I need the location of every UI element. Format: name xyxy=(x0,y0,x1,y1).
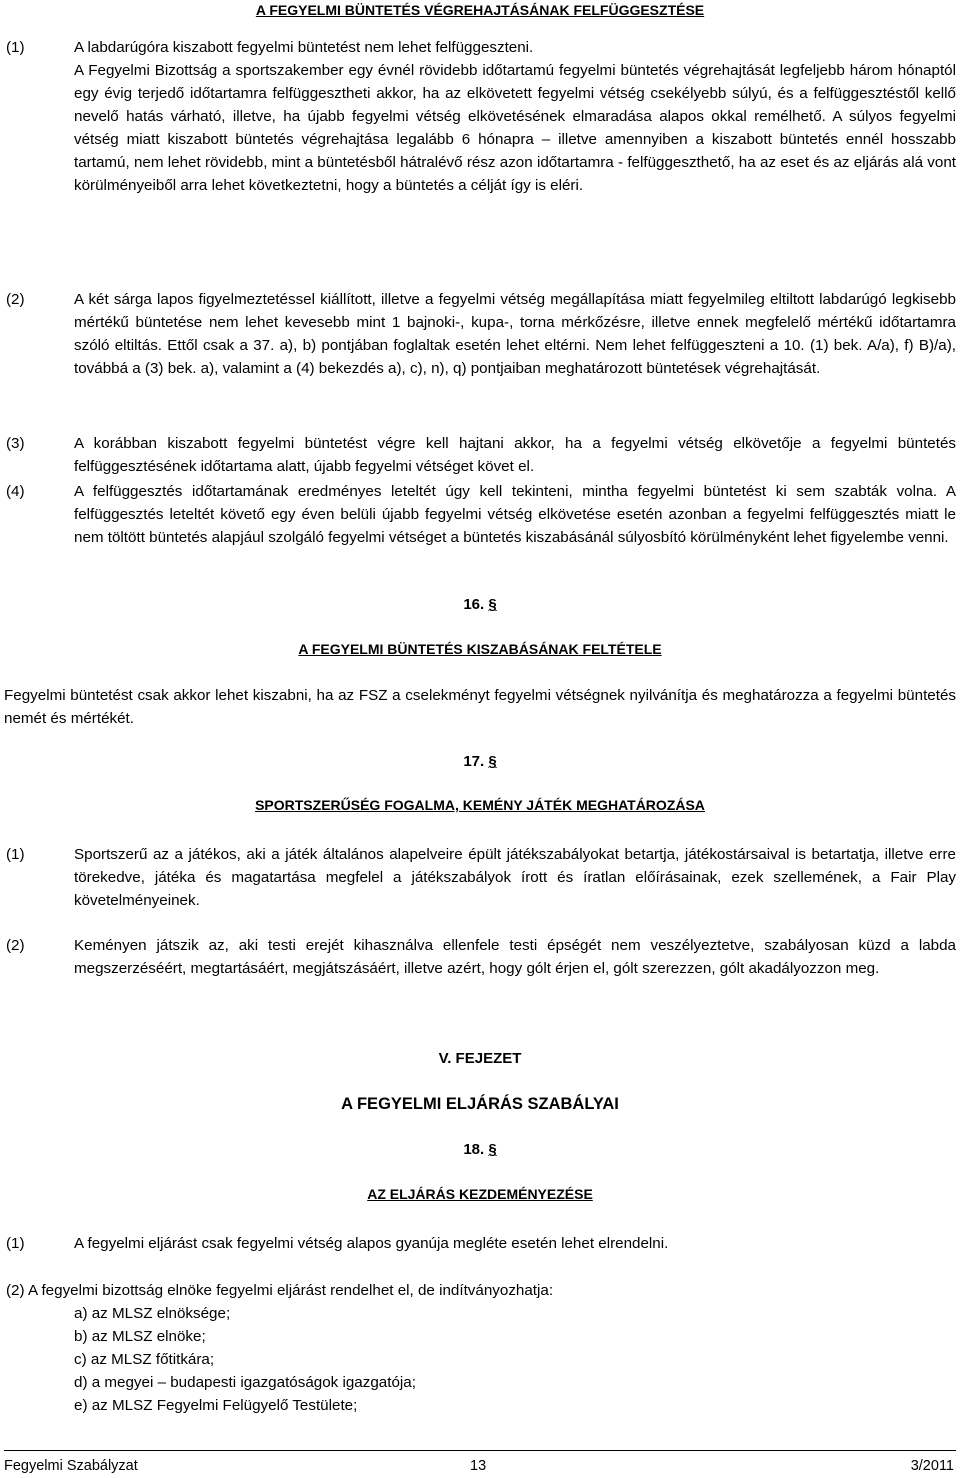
paragraph-text: A felfüggesztés időtartamának eredményes leteltét úgy kell tekinteni, mintha fegyelmi büntetést ki sem szabták volna. A felfüggesztés leteltét követő egy éven belüli újabb fegyelmi vétség elkövetése esetén azonban a fegyelmi felfüggesztés miatt le nem töltött büntetés alapjául szolgáló fegyelmi vétséget a büntetés kiszabásánál súlyosbító körülményként lehet figyelembe venni. xyxy=(74,483,956,546)
list-item: a) az MLSZ elnöksége; xyxy=(74,1305,231,1322)
paragraph-text: Keményen játszik az, aki testi erejét kihasználva ellenfele testi épségét nem veszélyeztetve, szabályosan küzd a labda megszerzéséért, megtartásáért, megjátszásáért, illetve azért, hogy gólt érjen el, gólt szerezzen, gólt akadályozzon meg. xyxy=(74,937,956,977)
footer-page-number: 13 xyxy=(470,1458,487,1474)
section-sign: § xyxy=(488,1141,497,1158)
section-number-18: 18. § xyxy=(463,1141,497,1158)
initiator-list xyxy=(74,1302,774,1432)
paragraph-text: A Fegyelmi Bizottság a sportszakember egy évnél rövidebb időtartamú fegyelmi büntetés végrehajtását legfeljebb három hónaptól egy évig terjedő időtartamra felfüggesztheti akkor, ha az elkövetett fegyelmi vétség csekélyebb súlyú, és a felfüggesztéstől kellő nevelő hatás várható, illetve, ha újabb fegyelmi vétség elkövetésének elmaradása alapos okkal remélhető. A súlyos fegyelmi vétség miatt kiszabott büntetés végrehajtása legalább 6 hónapra – illetve amennyiben a kiszabott büntetés ennél hosszabb tartamú, nem lehet rövidebb, mint a büntetésből hátralévő rész azon időtartamra - felfüggeszthető, ha az eset és az eljárás alá vont körülményeiből arra lehet következtetni, hogy a büntetés a célját így is eléri. xyxy=(74,62,956,194)
paragraph-label: (2) xyxy=(6,291,25,308)
paragraph-18-2 xyxy=(6,1279,956,1303)
section-sign: § xyxy=(488,753,497,770)
paragraph-17-1 xyxy=(6,843,956,915)
paragraph-18-1 xyxy=(6,1232,956,1256)
chapter-label: V. FEJEZET xyxy=(438,1050,522,1067)
paragraph-label: (1) xyxy=(6,39,25,56)
section-title-suspension: A FEGYELMI BÜNTETÉS VÉGREHAJTÁSÁNAK FELFÜGGESZTÉSE xyxy=(255,2,705,18)
paragraph-label: (4) xyxy=(6,483,25,500)
paragraph-15-4 xyxy=(6,480,956,575)
footer-version: 3/2011 xyxy=(910,1458,954,1474)
paragraph-text: A két sárga lapos figyelmeztetéssel kiállított, illetve a fegyelmi vétség megállapítása miatt fegyelmileg eltiltott labdarúgó legkisebb mértékű büntetése nem lehet kevesebb mint 1 bajnoki-, kupa-, torna mérkőzésre, illetve ennek megfelelő mértékű időtartamra szóló eltiltás. Ettől csak a 37. a), b) pontjában foglaltak esetén lehet eltérni. Nem lehet felfüggeszteni a 10. (1) bek. A/a), f) B)/a), továbbá a (3) bek. a), valamint a (4) bekezdés a), c), n), q) pontjaiban meghatározott büntetések végrehajtását. xyxy=(74,291,956,377)
paragraph-text: A korábban kiszabott fegyelmi büntetést végre kell hajtani akkor, ha a fegyelmi vétség elkövetője a fegyelmi büntetés felfüggesztésének időtartama alatt, újabb fegyelmi vétséget követ el. xyxy=(74,435,956,475)
list-item: b) az MLSZ elnöke; xyxy=(74,1328,206,1345)
paragraph-17-2 xyxy=(6,934,956,1006)
section-number-16: 16. § xyxy=(463,596,497,613)
paragraph-15-2 xyxy=(6,288,956,428)
footer-doc-name: Fegyelmi Szabályzat xyxy=(4,1458,138,1474)
section-title-18: AZ ELJÁRÁS KEZDEMÉNYEZÉSE xyxy=(367,1186,593,1202)
section-title-16: A FEGYELMI BÜNTETÉS KISZABÁSÁNAK FELTÉTELE xyxy=(298,641,662,657)
paragraph-text: Fegyelmi büntetést csak akkor lehet kiszabni, ha az FSZ a cselekményt fegyelmi vétségnek nyilvánítja és meghatározza a fegyelmi büntetés nemét és mértékét. xyxy=(4,687,956,727)
footer-divider xyxy=(4,1450,956,1451)
paragraph-15-1 xyxy=(6,36,956,276)
paragraph-label: (1) xyxy=(6,1235,25,1252)
paragraph-label: (2) xyxy=(6,937,25,954)
paragraph-15-3 xyxy=(6,432,956,480)
chapter-title: A FEGYELMI ELJÁRÁS SZABÁLYAI xyxy=(341,1095,619,1113)
section-number-17: 17. § xyxy=(463,753,497,770)
paragraph-lead: A labdarúgóra kiszabott fegyelmi büntetést nem lehet felfüggeszteni. xyxy=(74,39,534,56)
paragraph-text: (2) A fegyelmi bizottság elnöke fegyelmi eljárást rendelhet el, de indítványozhatja: xyxy=(6,1282,554,1299)
paragraph-16 xyxy=(4,684,956,732)
list-item: d) a megyei – budapesti igazgatóságok igazgatója; xyxy=(74,1374,416,1391)
paragraph-text: Sportszerű az a játékos, aki a játék általános alapelveire épült játékszabályokat betartja, játékostársaival is betartatja, illetve erre törekedve, játéka és magatartása megfelel a játékszabályok írott és íratlan előírásainak, ezek szellemének, a Fair Play követelményeinek. xyxy=(74,846,956,909)
paragraph-label: (3) xyxy=(6,435,25,452)
section-sign: § xyxy=(488,596,497,613)
section-title-17: SPORTSZERŰSÉG FOGALMA, KEMÉNY JÁTÉK MEGHATÁROZÁSA xyxy=(255,797,705,813)
paragraph-label: (1) xyxy=(6,846,25,863)
paragraph-text: A fegyelmi eljárást csak fegyelmi vétség alapos gyanúja megléte esetén lehet elrendelni. xyxy=(74,1235,669,1252)
list-item: c) az MLSZ főtitkára; xyxy=(74,1351,215,1368)
list-item: e) az MLSZ Fegyelmi Felügyelő Testülete; xyxy=(74,1397,358,1414)
